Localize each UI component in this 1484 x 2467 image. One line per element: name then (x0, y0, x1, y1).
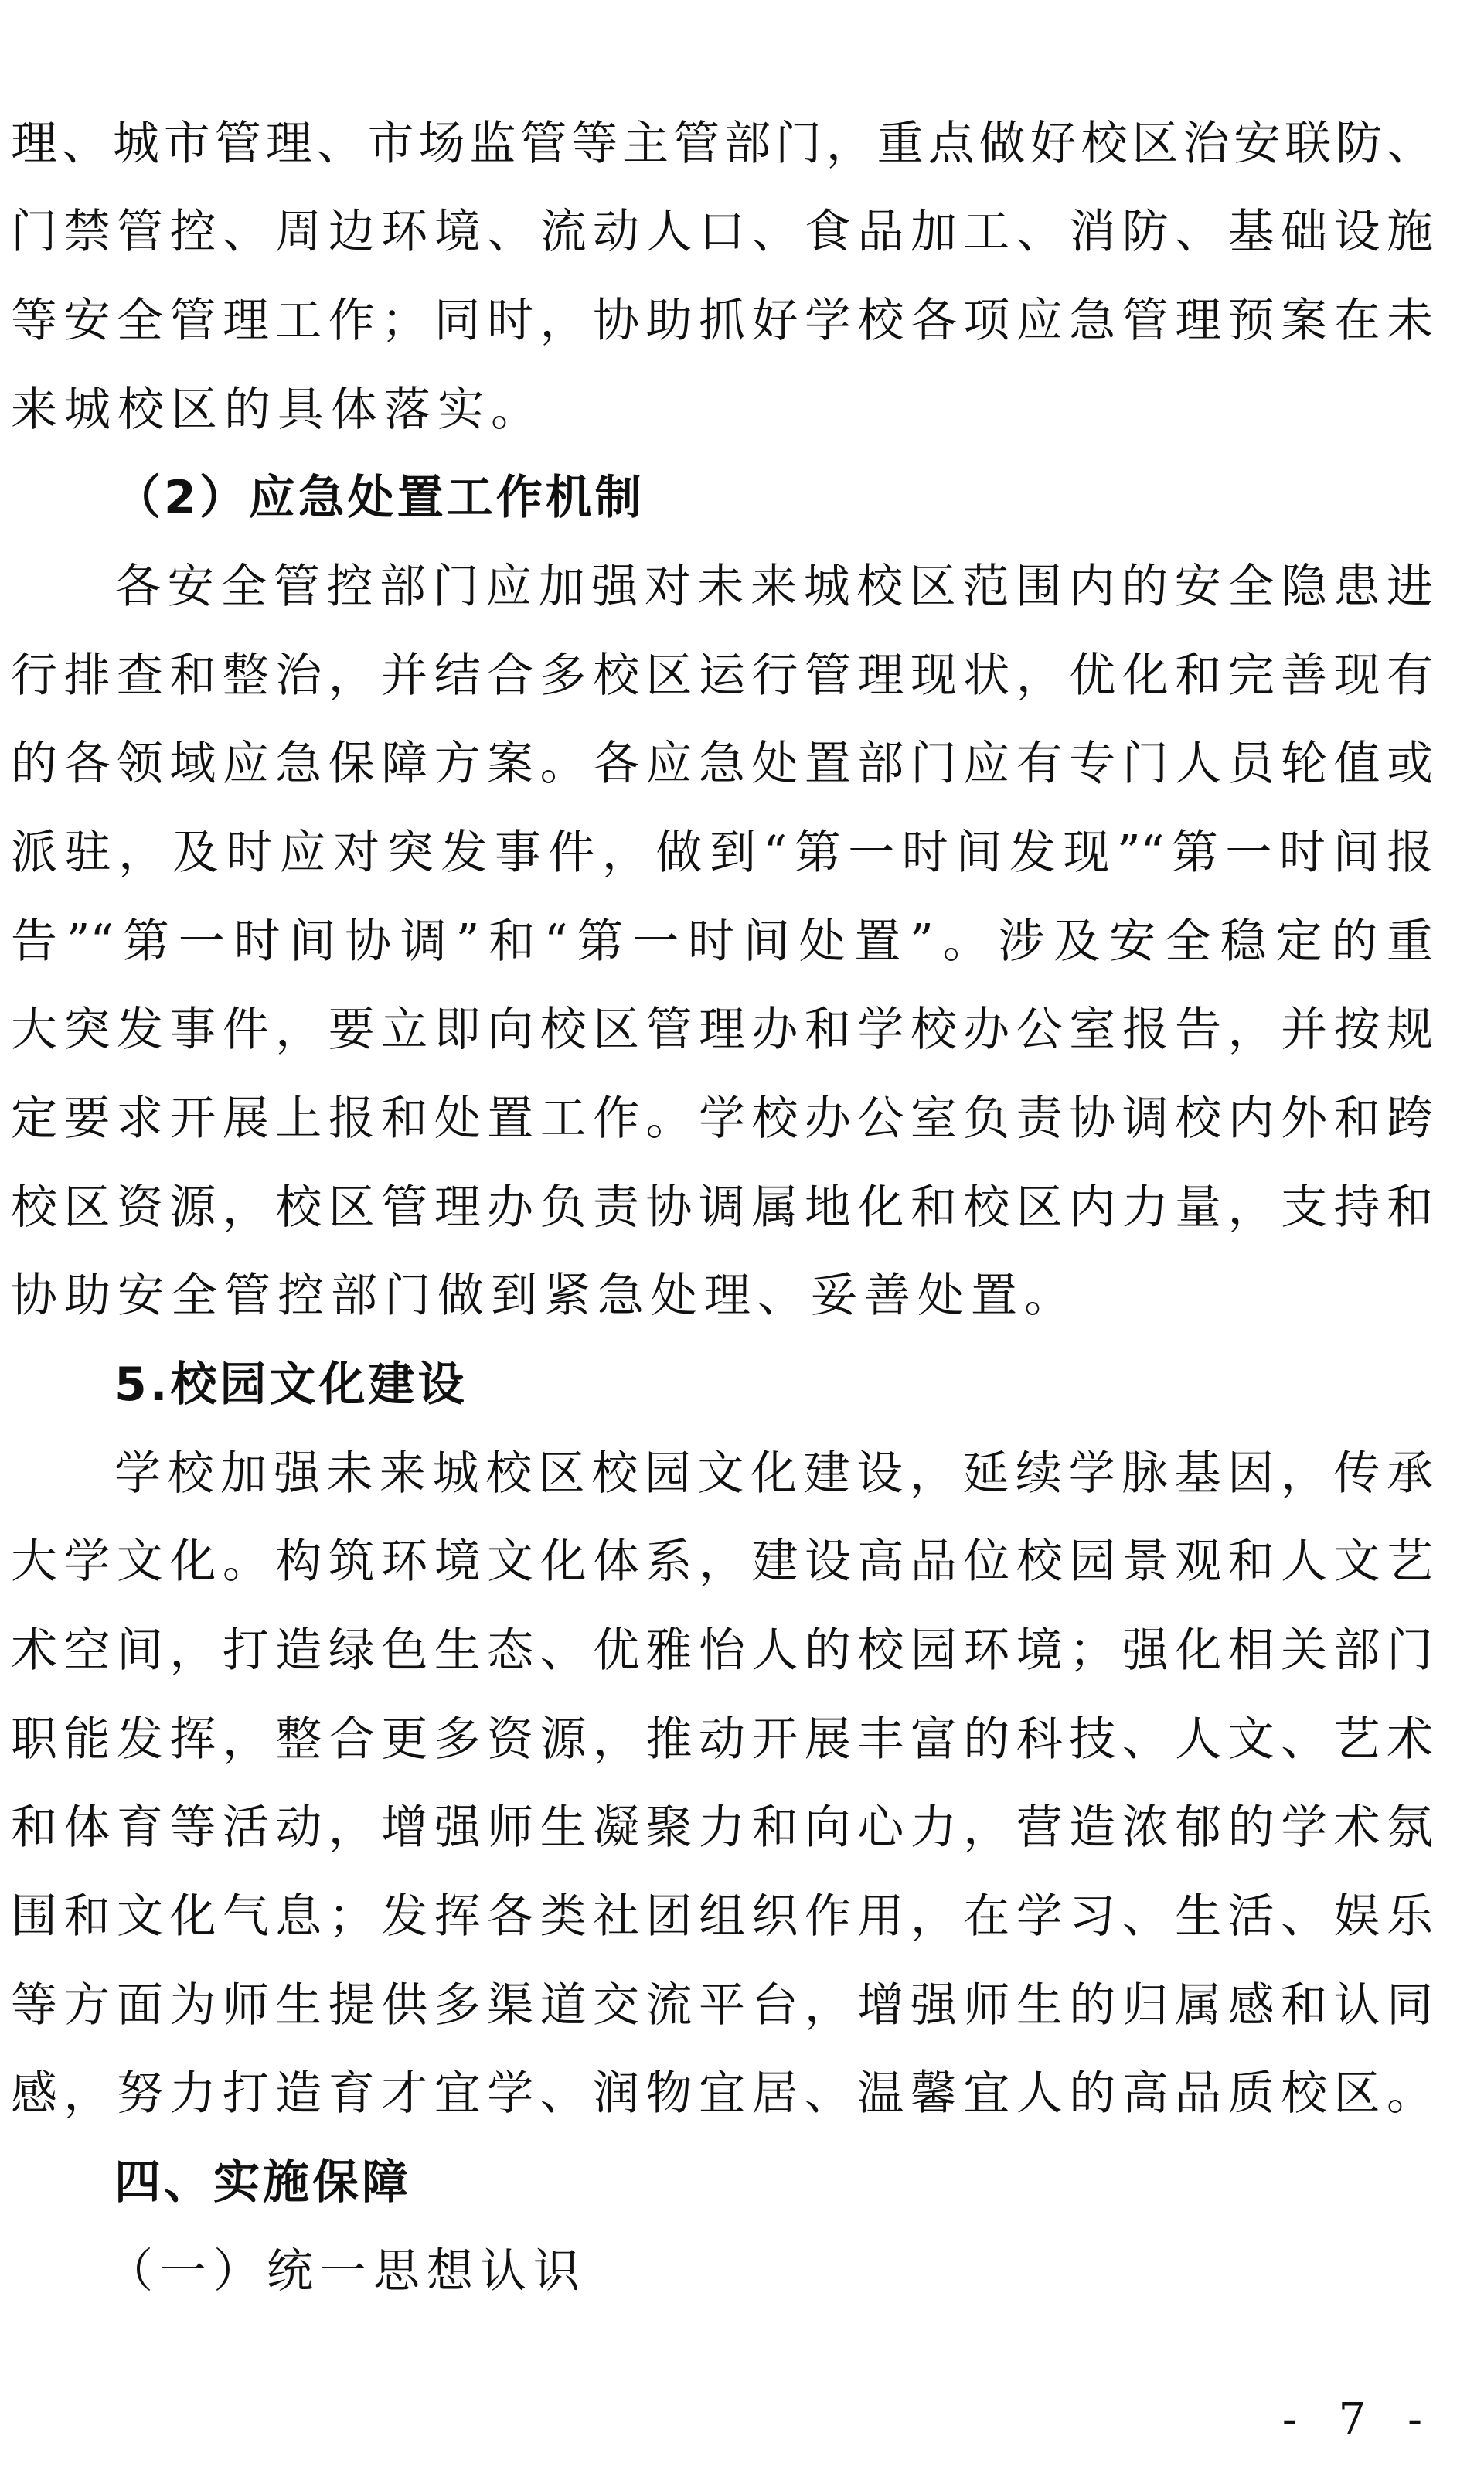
body-text-line: 告”“第一时间协调”和“第一时间处置”。涉及安全稳定的重 (11, 915, 1433, 969)
section-heading-campus-culture: 5.校园文化建设 (114, 1358, 468, 1412)
body-text-line: 术空间，打造绿色生态、优雅怡人的校园环境；强化相关部门 (11, 1624, 1433, 1678)
body-text-line: 大突发事件，要立即向校区管理办和学校办公室报告，并按规 (11, 1003, 1433, 1057)
body-text-line: 派驻，及时应对突发事件，做到“第一时间发现”“第一时间报 (11, 826, 1433, 880)
body-text-line: 的各领域应急保障方案。各应急处置部门应有专门人员轮值或 (11, 737, 1433, 791)
body-text-line: 感，努力打造育才宜学、润物宜居、温馨宜人的高品质校区。 (11, 2067, 1433, 2121)
body-text-line: 等安全管理工作；同时，协助抓好学校各项应急管理预案在未 (11, 294, 1433, 348)
body-text-line: 各安全管控部门应加强对未来城校区范围内的安全隐患进 (114, 560, 1433, 614)
body-text-line: 大学文化。构筑环境文化体系，建设高品位校园景观和人文艺 (11, 1535, 1433, 1589)
body-text-line: 和体育等活动，增强师生凝聚力和向心力，营造浓郁的学术氛 (11, 1801, 1433, 1855)
page-number: - 7 - (1281, 2394, 1436, 2445)
body-text-line: 学校加强未来城校区校园文化建设，延续学脉基因，传承 (114, 1446, 1433, 1501)
body-text-line: 定要求开展上报和处置工作。学校办公室负责协调校内外和跨 (11, 1092, 1433, 1146)
body-text-line: 协助安全管控部门做到紧急处理、妥善处置。 (11, 1269, 1077, 1323)
body-text-line: 等方面为师生提供多渠道交流平台，增强师生的归属感和认同 (11, 1978, 1433, 2033)
body-text-line: 校区资源，校区管理办负责协调属地化和校区内力量，支持和 (11, 1181, 1433, 1235)
section-heading-implementation: 四、实施保障 (114, 2155, 411, 2210)
body-text-line: 来城校区的具体落实。 (11, 383, 544, 437)
body-text-line: 职能发挥，整合更多资源，推动开展丰富的科技、人文、艺术 (11, 1712, 1433, 1767)
body-text-line: 理、城市管理、市场监管等主管部门，重点做好校区治安联防、 (11, 117, 1433, 171)
body-text-line: 行排查和整治，并结合多校区运行管理现状，优化和完善现有 (11, 649, 1433, 703)
section-heading-emergency-mechanism: （2）应急处置工作机制 (114, 471, 645, 525)
body-text-line: 门禁管控、周边环境、流动人口、食品加工、消防、基础设施 (11, 205, 1433, 259)
body-text-line: 围和文化气息；发挥各类社团组织作用，在学习、生活、娱乐 (11, 1889, 1433, 1944)
subsection-heading-unify-thinking: （一）统一思想认识 (107, 2244, 587, 2298)
